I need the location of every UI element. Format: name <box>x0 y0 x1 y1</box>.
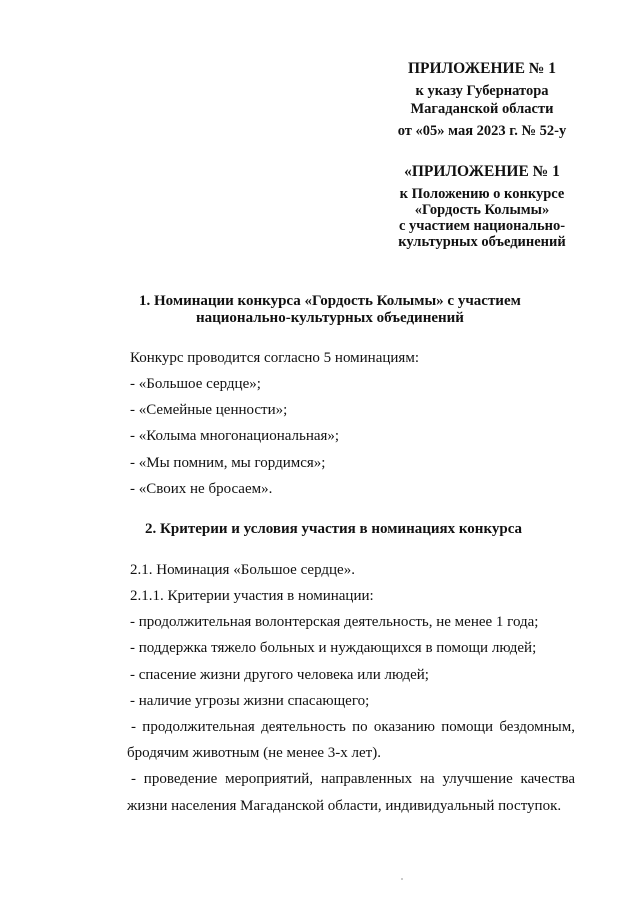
appendix-line: Магаданской области <box>410 101 554 117</box>
nomination-list-item: - «Мы помним, мы гордимся»; <box>130 455 326 471</box>
criteria-item-long-line1: - продолжительная деятельность по оказанию помощи бездомным, <box>131 719 575 735</box>
section-1-intro: Конкурс проводится согласно 5 номинациям: <box>130 350 419 366</box>
criteria-item: - поддержка тяжело больных и нуждающихся в помощи людей; <box>130 640 537 656</box>
nomination-list-item: - «Своих не бросаем». <box>130 481 273 497</box>
nomination-list-item: - «Семейные ценности»; <box>130 402 288 418</box>
nomination-list-item: - «Колыма многонациональная»; <box>130 428 340 444</box>
appendix-line: с участием национально- <box>398 218 566 234</box>
section-1-title-line1: 1. Номинации конкурса «Гордость Колымы» с участием <box>139 293 521 309</box>
section-2-title: 2. Критерии и условия участия в номинациях конкурса <box>145 521 523 537</box>
criteria-item-long-line1: - проведение мероприятий, направленных на улучшение качества <box>131 771 575 787</box>
appendix-header-decree <box>372 61 592 139</box>
nomination-heading: 2.1. Номинация «Большое сердце». <box>130 562 355 578</box>
appendix-line: «Гордость Колымы» <box>414 202 550 218</box>
criteria-item-long-line2: бродячим животным (не менее 3-х лет). <box>127 745 381 761</box>
criteria-item: - продолжительная волонтерская деятельность, не менее 1 года; <box>130 614 539 630</box>
criteria-item: - наличие угрозы жизни спасающего; <box>130 693 370 709</box>
section-1-title-line2: национально-культурных объединений <box>196 310 464 326</box>
criteria-item-long-line2: жизни населения Магаданской области, индивидуальный поступок. <box>127 798 562 814</box>
criteria-item: - спасение жизни другого человека или людей; <box>130 667 429 683</box>
appendix-line: к Положению о конкурсе <box>399 186 565 202</box>
appendix-date: от «05» мая 2023 г. № 52-у <box>397 123 567 139</box>
appendix-line: культурных объединений <box>398 234 566 250</box>
appendix-title: «ПРИЛОЖЕНИЕ № 1 <box>404 163 560 180</box>
appendix-line: к указу Губернатора <box>415 83 549 99</box>
appendix-title: ПРИЛОЖЕНИЕ № 1 <box>408 60 556 77</box>
scan-speck <box>401 878 403 880</box>
criteria-heading: 2.1.1. Критерии участия в номинации: <box>130 588 374 604</box>
appendix-header-regulation <box>382 164 582 250</box>
nomination-list-item: - «Большое сердце»; <box>130 376 261 392</box>
